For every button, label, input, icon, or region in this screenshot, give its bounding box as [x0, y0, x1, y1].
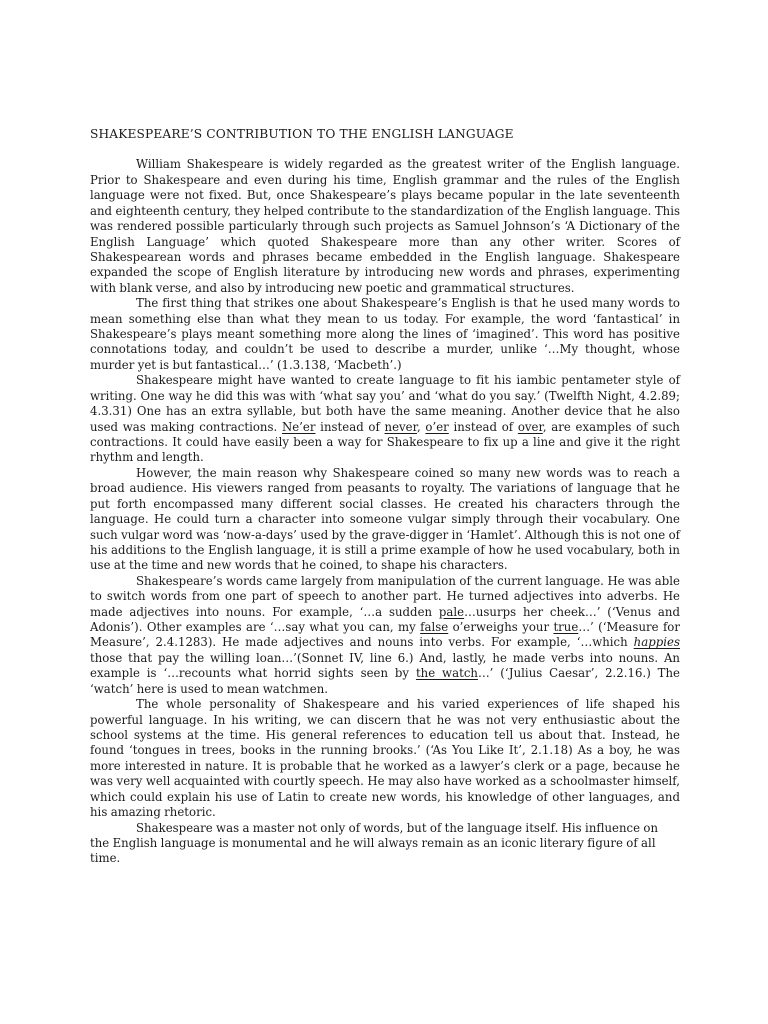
text-run: o’erweighs your [448, 620, 554, 635]
underlined-italic-word: happies [633, 635, 680, 650]
underlined-word: never [384, 419, 417, 434]
document-body [90, 127, 680, 867]
text-run: , [416, 419, 426, 434]
text-run: William Shakespeare is widely regarded as the greatest writer of the English language. Prior to Shakespeare and even during his time, English grammar and the rules of the English language were not fixed. But, once Shakespeare’s plays became popular in the late seventeenth and eighteenth century, they helped contribute to the standardization of the English language. This was rendered possible particularly through such projects as Samuel Johnson’s ‘A Dictionary of the English Language’ which quoted Shakespeare more than any other writer. Scores of Shakespearean words and phrases became embedded in the English language. Shakespeare expanded the scope of English literature by introducing new words and phrases, experimenting with blank verse, and also by introducing new poetic and grammatical structures. [90, 157, 680, 295]
underlined-word: pale [438, 604, 465, 619]
text-run: …’ (‘Measure for Measure’, 2.4.1283). He made adjectives and nouns into verbs. For example, ‘…which [90, 620, 680, 650]
text-run: Shakespeare was a master not only of words, but of the language itself. His influence on the English language is monumental and he will always remain as an iconic literary figure of all time. [90, 820, 659, 866]
text-run: Shakespeare’s words came largely from manipulation of the current language. He was able to switch words from one part of speech to another part. He turned adjectives into adverbs. He made adjectives into nouns. For example, ‘…a sudden [90, 573, 680, 619]
text-run: instead of [315, 419, 385, 434]
underlined-word: over [517, 419, 543, 434]
text-run: The first thing that strikes one about Shakespeare’s English is that he used many words to mean something else than what they mean to us today. For example, the word ‘fantastical’ in Shakespeare’s plays meant something more along the lines of ‘imagined’. This word has positive connotations today, and couldn’t be used to describe a murder, unlike ‘…My thought, whose murder yet is but fantastical…’ (1.3.138, ‘Macbeth’.) [90, 296, 680, 372]
text-run: , are examples of such contractions. It could have easily been a way for Shakespeare to fix up a line and give it the right rhythm and length. [90, 419, 680, 465]
paragraph [90, 157, 680, 296]
underlined-word: o’er [425, 419, 449, 434]
paragraph [90, 574, 680, 697]
paragraph [90, 373, 680, 466]
text-run: The whole personality of Shakespeare and his varied experiences of life shaped his powerful language. In his writing, we can discern that he was not very enthusiastic about the school systems at the time. His general references to education tell us about that. Instead, he found ‘tongues in trees, books in the running brooks.’ (‘As You Like It’, 2.1.18) As a boy, he was more interested in nature. It is probable that he worked as a lawyer’s clerk or a page, because he was very well acquainted with courtly speech. He may also have worked as a schoolmaster himself, which could explain his use of Latin to create new words, his knowledge of other languages, and his amazing rhetoric. [90, 697, 680, 820]
text-run: those that pay the willing loan…’(Sonnet IV, line 6.) And, lastly, he made verbs into nouns. An example is ‘…recounts what horrid sights seen by [90, 650, 680, 681]
text-run: …usurps her cheek…’ (‘Venus and Adonis’). Other examples are ‘…say what you can, my [90, 604, 680, 635]
text-run: However, the main reason why Shakespeare coined so many new words was to reach a broad audience. His viewers ranged from peasants to royalty. The variations of language that he put forth encompassed many different social classes. He created his characters through the language. He could turn a character into someone vulgar simply through their vocabulary. One such vulgar word was ‘now-a-days’ used by the grave-digger in ‘Hamlet’. Although this is not one of his additions to the English language, it is still a prime example of how he used vocabulary, both in use at the time and new words that he coined, to shape his characters. [90, 465, 680, 573]
text-run: instead of [448, 419, 518, 434]
paragraph [90, 466, 680, 574]
underlined-word: false [420, 620, 449, 635]
underlined-word: true [553, 620, 579, 635]
underlined-word: the watch [415, 666, 478, 681]
document-title: SHAKESPEARE’S CONTRIBUTION TO THE ENGLISH LANGUAGE [90, 127, 514, 141]
paragraph [90, 821, 680, 867]
underlined-word: Ne’er [281, 419, 316, 434]
paragraph-list [90, 157, 680, 866]
text-run: Shakespeare might have wanted to create language to fit his iambic pentameter style of writing. One way he did this was with ‘what say you’ and ‘what do you say.’ (Twelfth Night, 4.2.89; 4.3.31) One has an extra syllable, but both have the same meaning. Another device that he also used was making contractions. [90, 373, 680, 434]
paragraph [90, 296, 680, 373]
text-run: …’ (‘Julius Caesar’, 2.2.16.) The ‘watch’ here is used to mean watchmen. [90, 666, 680, 696]
paragraph [90, 697, 680, 820]
